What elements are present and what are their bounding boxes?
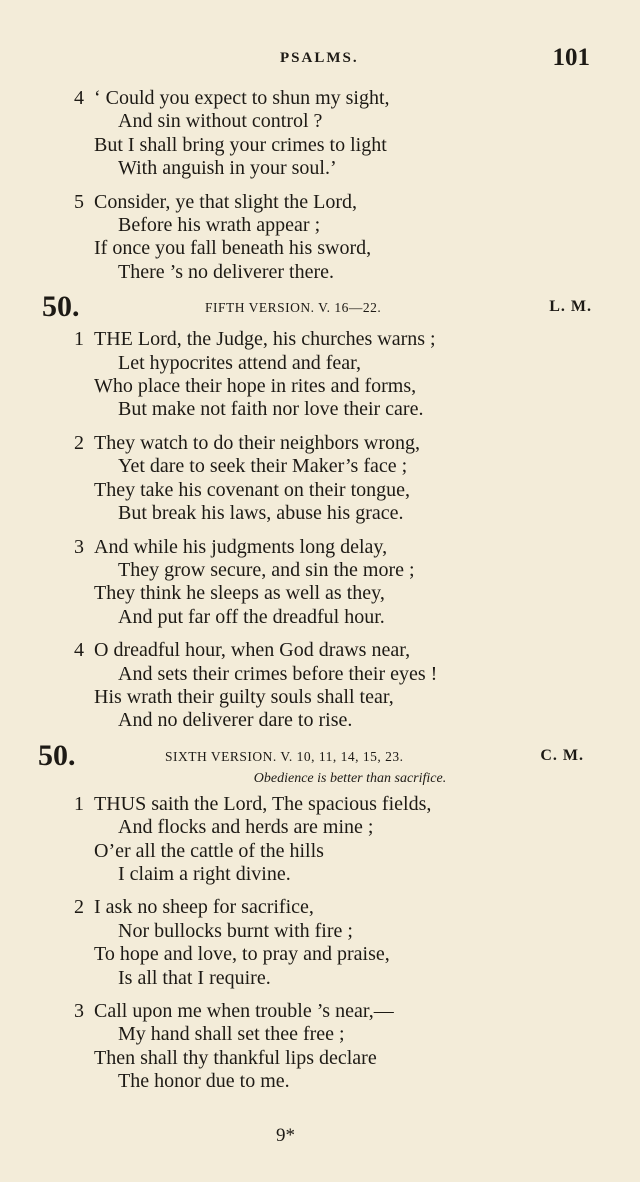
stanza-number: 4 (74, 87, 84, 109)
verse-line: And sets their crimes before their eyes ! (118, 662, 438, 685)
verse-line: Call upon me when trouble ’s near,— (94, 1000, 394, 1022)
verse-line: O dreadful hour, when God draws near, (94, 639, 411, 662)
verse-line: And while his judgments long delay, (94, 535, 388, 558)
verse-line: THUS saith the Lord, The spacious fields, (94, 792, 432, 815)
verse-line: There ’s no deliverer there. (118, 260, 335, 283)
hymn-fifth-version (0, 290, 640, 733)
verse-line: My hand shall set thee free ; (118, 1023, 345, 1046)
psalm-number: 50. (42, 290, 80, 324)
verse-line: But I shall bring your crimes to light (94, 133, 387, 156)
page-header (0, 44, 640, 74)
meter-label: L. M. (549, 298, 592, 316)
running-title: PSALMS. (280, 50, 359, 66)
verse-line: Is all that I require. (118, 966, 271, 989)
hymn-subtitle: Obedience is better than sacrifice. (253, 770, 447, 786)
verse-line: But make not faith nor love their care. (118, 398, 424, 421)
verse-line: They take his covenant on their tongue, (94, 478, 411, 501)
verse-line: I ask no sheep for sacrifice, (94, 896, 314, 919)
stanza (70, 639, 640, 733)
stanza (70, 793, 640, 887)
verse-line: But break his laws, abuse his grace. (118, 502, 404, 525)
stanza-number: 2 (74, 896, 84, 919)
stanza (70, 328, 640, 422)
verse-line: Who place their hope in rites and forms, (94, 375, 417, 398)
version-label: FIFTH VERSION. V. 16—22. (205, 300, 382, 316)
stanza-list (0, 793, 640, 1094)
verse-line: And put far off the dreadful hour. (118, 605, 385, 628)
hymn-heading (0, 290, 640, 328)
verse-line: Consider, ye that slight the Lord, (94, 190, 358, 213)
stanza (70, 1000, 640, 1094)
verse-line: If once you fall beneath his sword, (94, 237, 372, 260)
signature-mark: 9* (276, 1125, 295, 1146)
stanza-number: 1 (74, 328, 84, 351)
verse-line: They think he sleeps as well as they, (94, 582, 385, 605)
verse-line: I claim a right divine. (118, 862, 291, 885)
stanza (70, 191, 640, 285)
meter-label: C. M. (540, 746, 584, 764)
stanza-number: 5 (74, 190, 84, 213)
version-label: SIXTH VERSION. V. 10, 11, 14, 15, 23. (165, 748, 404, 764)
hymn-heading (0, 738, 640, 777)
stanza-number: 2 (74, 431, 84, 454)
verse-line: And no deliverer dare to rise. (118, 709, 353, 732)
verse-line: Yet dare to seek their Maker’s face ; (118, 455, 408, 478)
stanza-number: 1 (74, 792, 84, 815)
stanza (70, 87, 640, 181)
verse-line: To hope and love, to pray and praise, (94, 943, 390, 966)
psalm-number: 50. (38, 738, 76, 772)
page-number: 101 (552, 44, 590, 71)
verse-line: THE Lord, the Judge, his churches warns ; (94, 328, 436, 351)
verse-line: They grow secure, and sin the more ; (118, 558, 415, 581)
verse-line: His wrath their guilty souls shall tear, (94, 685, 394, 708)
verse-line: They watch to do their neighbors wrong, (94, 431, 421, 454)
hymn-sixth-version (0, 738, 640, 1094)
verse-line: Before his wrath appear ; (118, 214, 321, 237)
verse-line: And flocks and herds are mine ; (118, 816, 374, 839)
stanza (70, 432, 640, 526)
verse-line: With anguish in your soul.’ (118, 157, 337, 180)
stanza (70, 896, 640, 990)
verse-line: O’er all the cattle of the hills (94, 839, 324, 862)
stanza-number: 4 (74, 639, 84, 662)
verse-line: Nor bullocks burnt with fire ; (118, 919, 353, 942)
stanza-list (0, 328, 640, 733)
verse-line: And sin without control ? (118, 110, 323, 133)
verse-line: Let hypocrites attend and fear, (118, 351, 361, 374)
hymn-continued (0, 87, 640, 284)
verse-line: The honor due to me. (118, 1070, 290, 1093)
stanza-number: 3 (74, 1000, 84, 1022)
page-content (0, 87, 640, 1104)
stanza-number: 3 (74, 535, 84, 558)
verse-line: ‘ Could you expect to shun my sight, (94, 87, 390, 109)
verse-line: Then shall thy thankful lips declare (94, 1046, 377, 1069)
stanza (70, 536, 640, 630)
